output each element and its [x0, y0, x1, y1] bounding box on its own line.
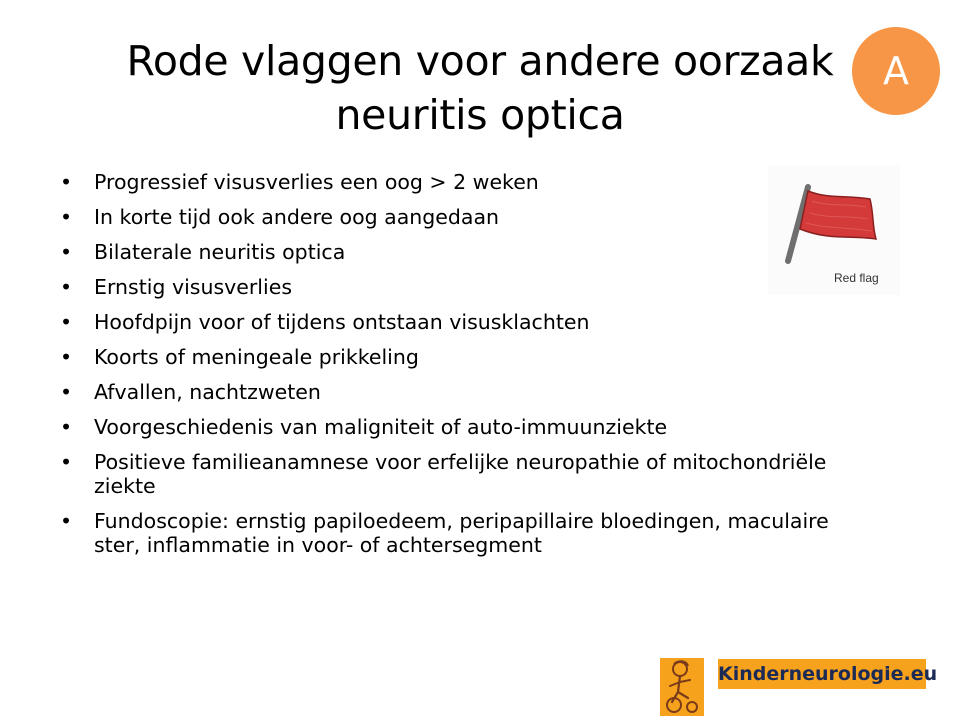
- list-item-text: Progressief visusverlies een oog > 2 weken: [94, 170, 539, 194]
- bullet-icon: •: [60, 450, 73, 474]
- section-badge: A: [852, 27, 940, 115]
- list-item-text: Fundoscopie: ernstig papiloedeem, peripapillaire bloedingen, maculaire ster, inflammatie in voor- of achtersegment: [94, 509, 829, 557]
- red-flag-illustration: [768, 165, 900, 295]
- list-item-text: Koorts of meningeale prikkeling: [94, 345, 419, 369]
- list-item: [60, 380, 850, 404]
- bullet-icon: •: [60, 415, 73, 439]
- list-item: [60, 310, 850, 334]
- bullet-icon: •: [60, 240, 73, 264]
- slide-title-line-2: neuritis optica: [335, 91, 625, 139]
- bullet-icon: •: [60, 345, 73, 369]
- list-item-text: Bilaterale neuritis optica: [94, 240, 346, 264]
- flag-caption: Red flag: [834, 271, 879, 285]
- list-item: [60, 170, 850, 194]
- bullet-icon: •: [60, 275, 73, 299]
- list-item-text: In korte tijd ook andere oog aangedaan: [94, 205, 500, 229]
- list-item: [60, 345, 850, 369]
- list-item-text: Positieve familieanamnese voor erfelijke neuropathie of mitochondriële ziekte: [94, 450, 827, 498]
- brand-link[interactable]: Kinderneurologie.eu: [718, 659, 926, 689]
- bullet-icon: •: [60, 509, 73, 533]
- list-item: [60, 240, 850, 264]
- list-item: [60, 275, 850, 299]
- kinderneurologie-logo-icon: [660, 658, 704, 716]
- bullet-icon: •: [60, 170, 73, 194]
- list-item: [60, 509, 850, 557]
- bullet-icon: •: [60, 380, 73, 404]
- bullet-icon: •: [60, 310, 73, 334]
- list-item-text: Ernstig visusverlies: [94, 275, 292, 299]
- list-item-text: Hoofdpijn voor of tijdens ontstaan visusklachten: [94, 310, 590, 334]
- list-item: [60, 450, 850, 498]
- list-item-text: Voorgeschiedenis van maligniteit of auto-immuunziekte: [94, 415, 668, 439]
- list-item: [60, 415, 850, 439]
- list-item: [60, 205, 850, 229]
- bullet-icon: •: [60, 205, 73, 229]
- red-flag-list: [60, 170, 850, 568]
- slide-title: [60, 34, 900, 142]
- list-item-text: Afvallen, nachtzweten: [94, 380, 321, 404]
- slide-title-line-1: Rode vlaggen voor andere oorzaak: [126, 37, 834, 85]
